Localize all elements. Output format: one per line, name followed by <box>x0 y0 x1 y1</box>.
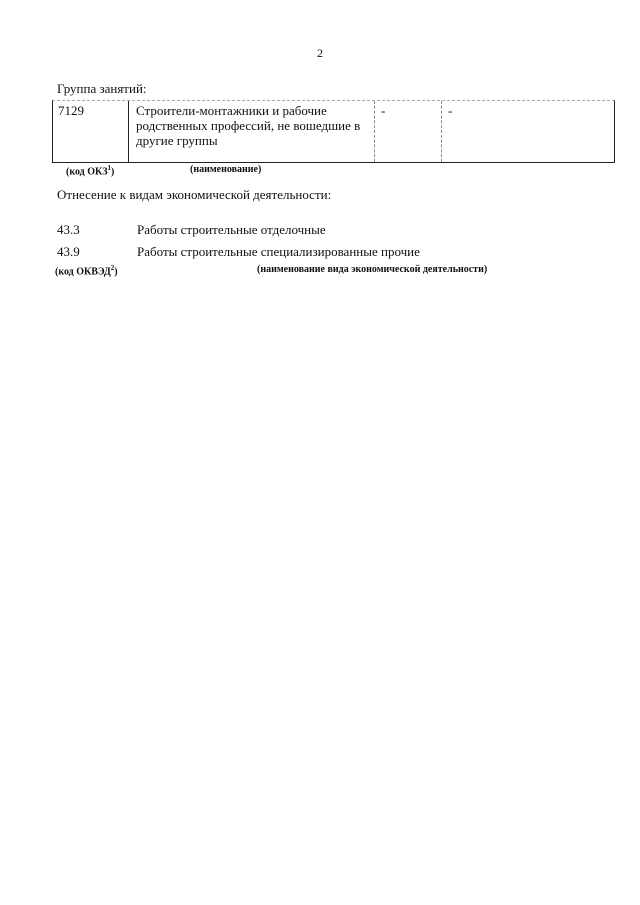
okved-name-caption: (наименование вида экономической деятельности) <box>257 264 488 275</box>
group-label: Группа занятий: <box>57 81 147 96</box>
occupation-col4: - <box>448 103 453 118</box>
okved-code: 43.3 <box>57 222 80 237</box>
section-heading: Отнесение к видам экономической деятельности: <box>57 187 332 202</box>
occupation-name: Строители-монтажники и рабочие родственных профессий, не вошедшие в другие группы <box>129 101 375 162</box>
okved-row <box>57 244 420 260</box>
occupation-col3: - <box>375 101 442 162</box>
okved-name: Работы строительные отделочные <box>137 222 326 237</box>
okved-name: Работы строительные специализированные прочие <box>137 244 420 259</box>
page-number: 2 <box>317 46 323 60</box>
name-caption: (наименование) <box>190 164 262 175</box>
okved-row <box>57 222 326 238</box>
okved-code-caption: (код ОКВЭД$^2$) <box>55 264 118 278</box>
okved-code: 43.9 <box>57 244 80 259</box>
occupation-code: 7129 <box>53 101 129 162</box>
okz-code-caption: (код ОКЗ$^1$) <box>66 164 115 178</box>
occupation-table <box>52 100 615 163</box>
